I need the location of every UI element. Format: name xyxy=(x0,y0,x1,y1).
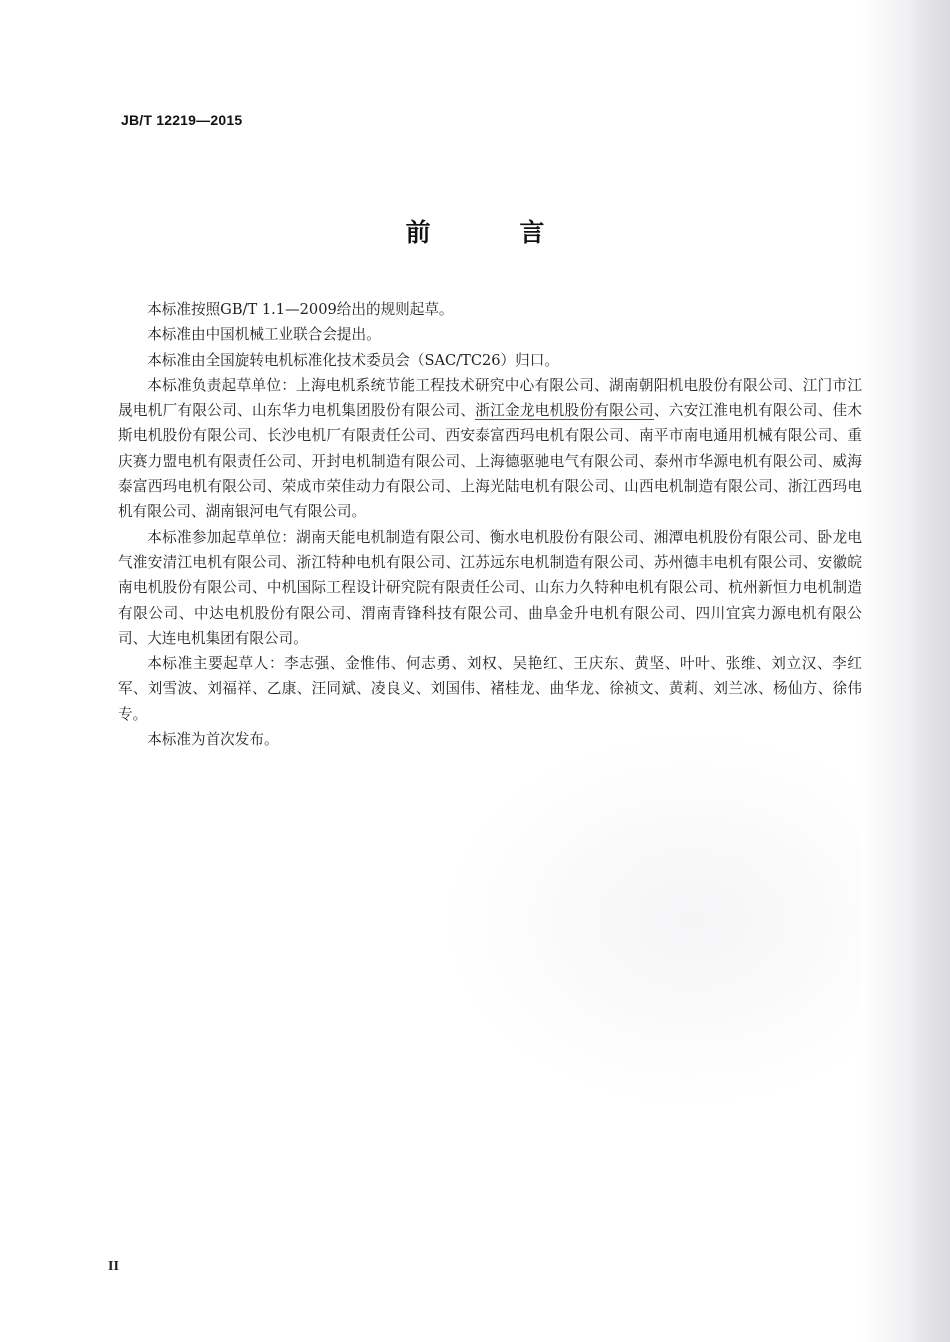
paragraph-participating-drafters: 本标准参加起草单位：湖南天能电机制造有限公司、衡水电机股份有限公司、湘潭电机股份有限公司、卧龙电气淮安清江电机有限公司、浙江特种电机有限公司、江苏远东电机制造有限公司、苏州德丰电机有限公司、安徽皖南电机股份有限公司、中机国际工程设计研究院有限责任公司、山东力久特种电机有限公司、杭州新恒力电机制造有限公司、中达电机股份有限公司、渭南青锋科技有限公司、曲阜金升电机有限公司、四川宜宾力源电机有限公司、大连电机集团有限公司。 xyxy=(118,528,862,647)
paragraph-first-release: 本标准为首次发布。 xyxy=(147,731,279,749)
paragraph-proposer: 本标准由中国机械工业联合会提出。 xyxy=(147,326,381,344)
paragraph-lead-drafters xyxy=(118,373,862,525)
lead-drafters-part-2: 、六安江淮电机有限公司、佳木斯电机股份有限公司、长沙电机厂有限责任公司、西安泰富西玛电机有限公司、南平市南电通用机械有限公司、重庆赛力盟电机有限责任公司、开封电机制造有限公司、上海德驱驰电气有限公司、泰州市华源电机有限公司、威海泰富西玛电机有限公司、荣成市荣佳动力有限公司、上海光陆电机有限公司、山西电机制造有限公司、浙江西玛电机有限公司、湖南银河电气有限公司。 xyxy=(118,402,862,521)
page-number: II xyxy=(108,1259,119,1274)
lead-drafters-part-1: 本标准负责起草单位：上海电机系统节能工程技术研究中心有限公司、湖南朝阳机电股份有限公司、江门市江晟电机厂有限公司、山东华力电机集团股份有限公司、 xyxy=(118,376,862,420)
page-edge-shadow xyxy=(910,0,950,1342)
lead-drafters-underlined-company: 浙江金龙电机股份有限公司 xyxy=(475,402,654,420)
paragraph-drafting-rules: 本标准按照GB/T 1.1—2009给出的规则起草。 xyxy=(147,301,454,318)
paragraph-main-drafters: 本标准主要起草人：李志强、金惟伟、何志勇、刘权、吴艳红、王庆东、黄坚、叶叶、张维、刘立汉、李红军、刘雪波、刘福祥、乙康、汪同斌、凌良义、刘国伟、褚桂龙、曲华龙、徐祯文、黄莉、刘兰冰、杨仙方、徐伟专。 xyxy=(118,655,862,723)
standard-code: JB/T 12219—2015 xyxy=(121,112,243,128)
foreword-body xyxy=(118,297,862,752)
page-title: 前 言 xyxy=(405,218,585,247)
bleed-through-shading xyxy=(440,730,860,1110)
paragraph-committee: 本标准由全国旋转电机标准化技术委员会（SAC/TC26）归口。 xyxy=(147,351,559,369)
